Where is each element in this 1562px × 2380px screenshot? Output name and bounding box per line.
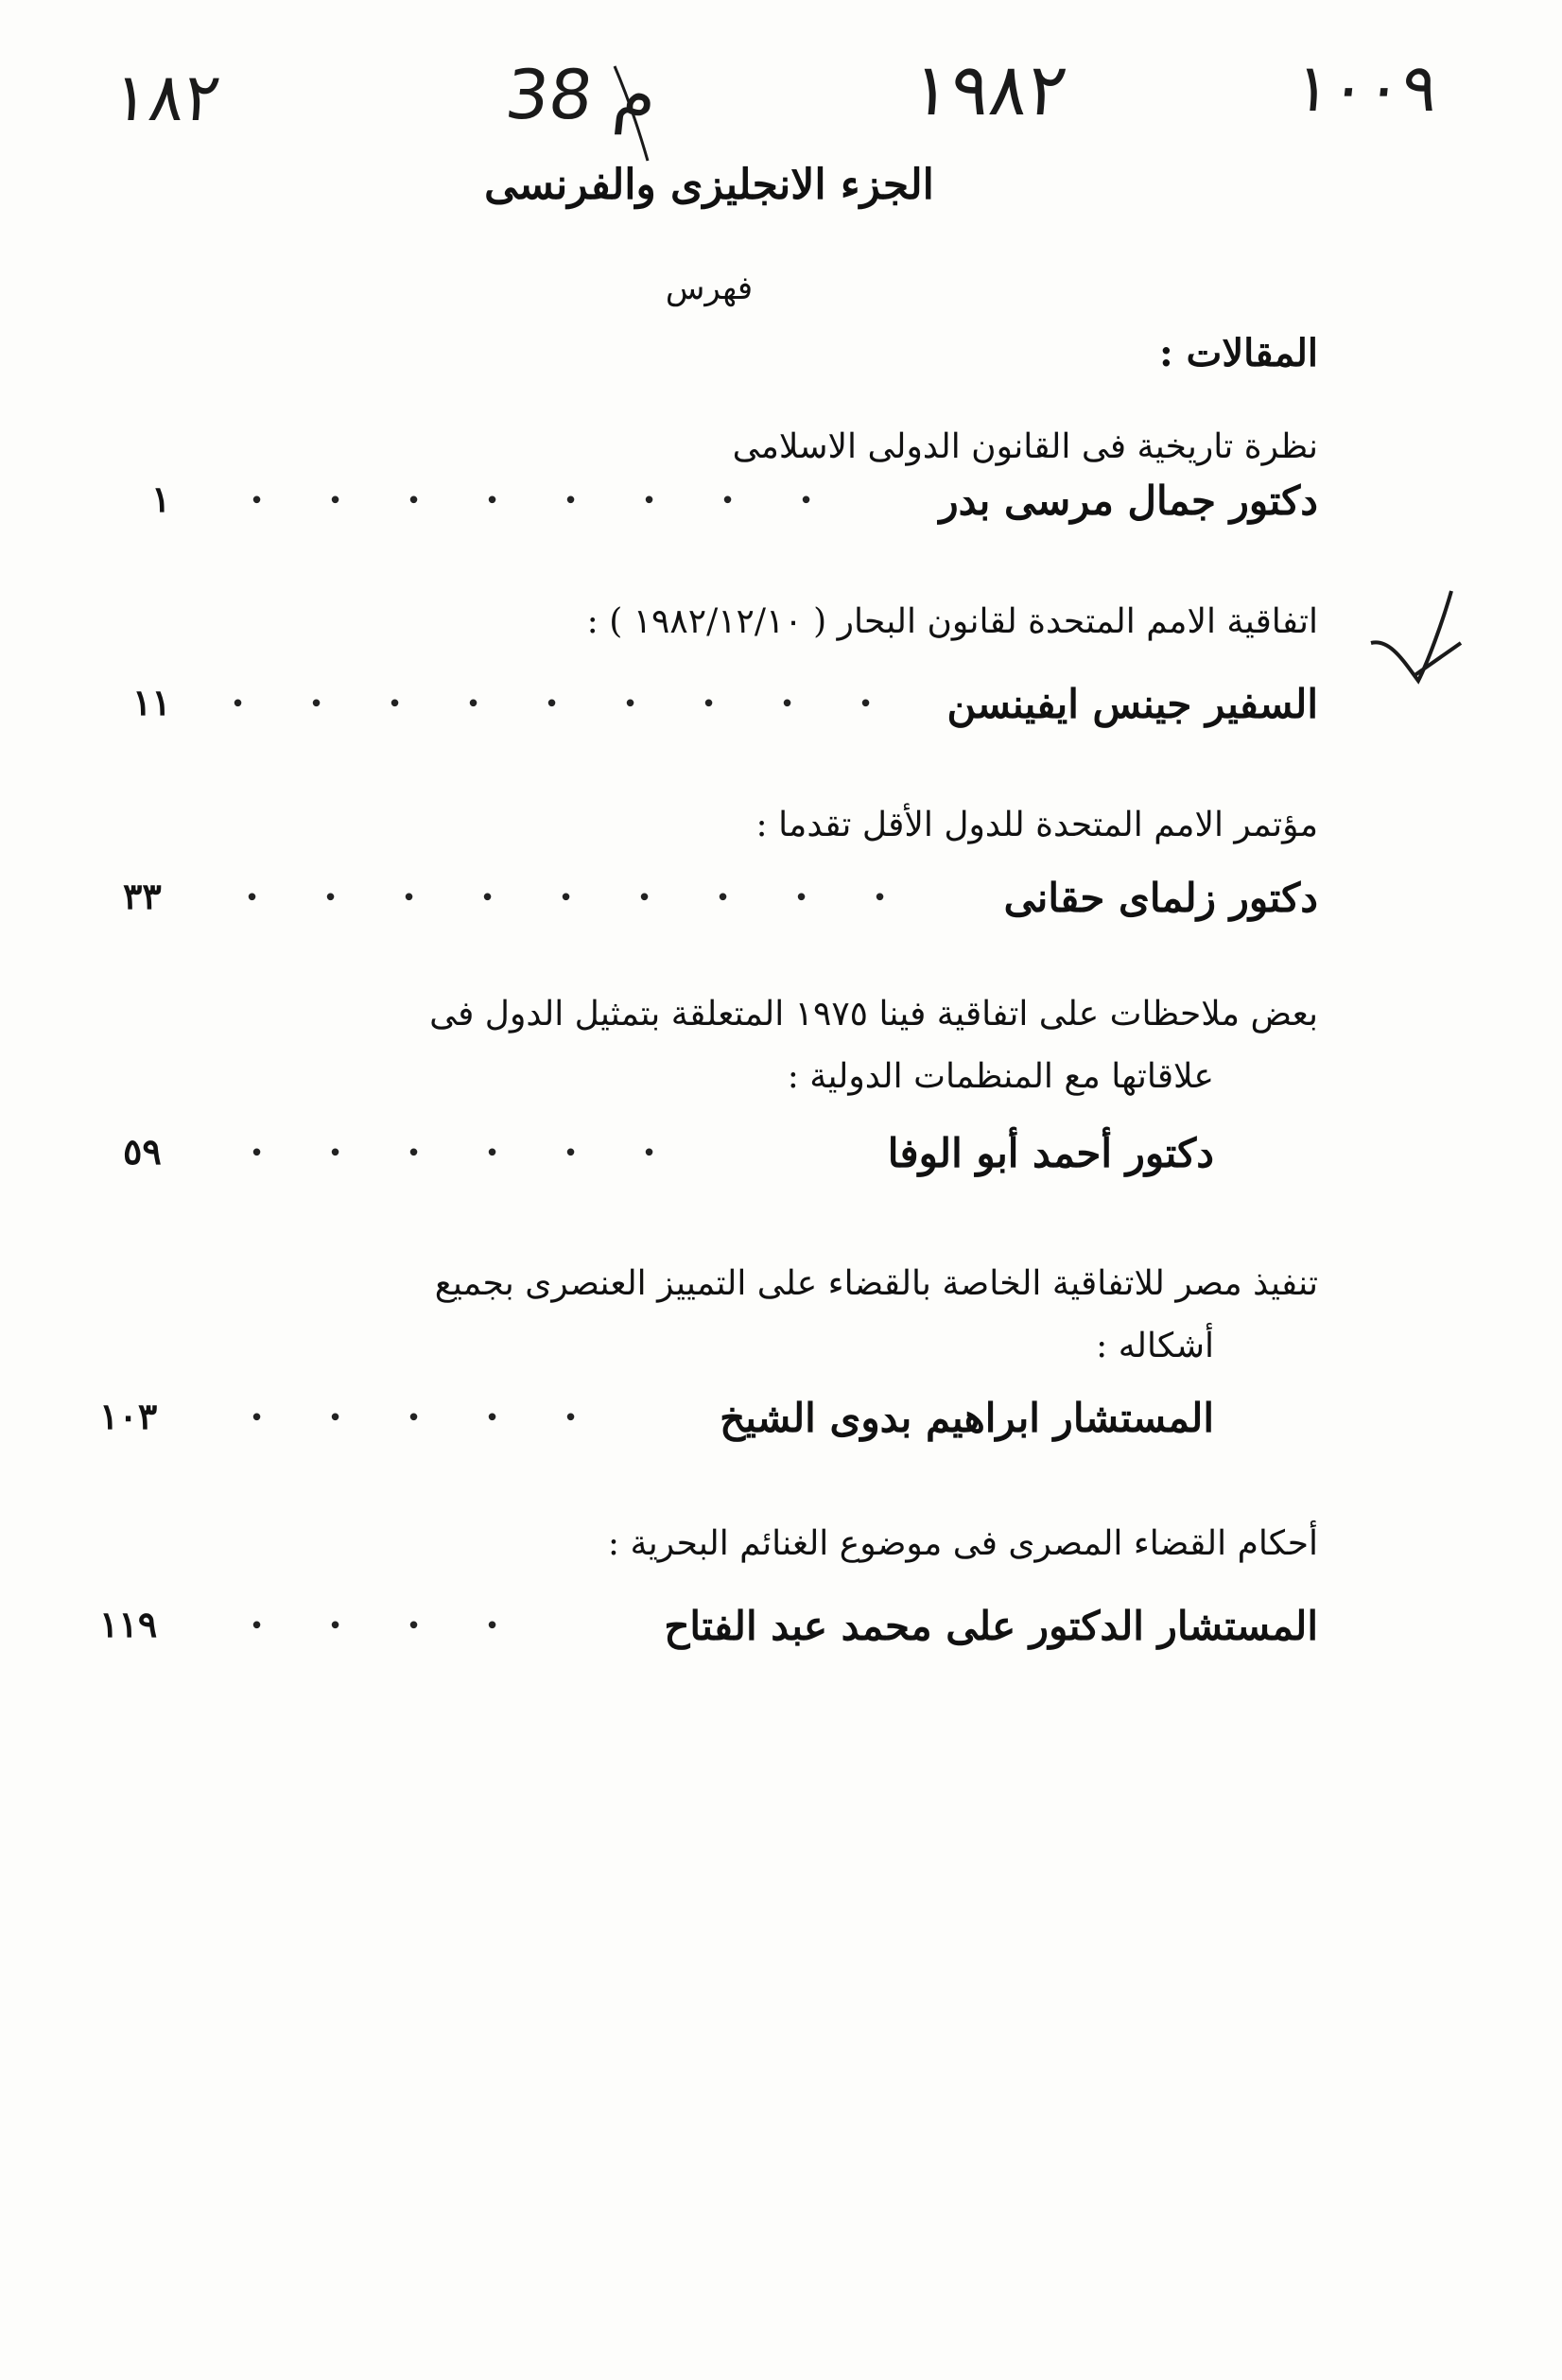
dot-leader: • • • • • • • • • (230, 690, 874, 719)
entry-title-line: تنفيذ مصر للاتفاقية الخاصة بالقضاء على التمييز العنصرى بجميع (434, 1264, 1318, 1303)
entry-title-line: بعض ملاحظات على اتفاقية فينا ١٩٧٥ المتعلقة بتمثيل الدول فى (429, 995, 1318, 1034)
entry-row (123, 681, 1318, 738)
dot-leader: • • • • • • • • (249, 487, 814, 515)
entry-title-line: علاقاتها مع المنظمات الدولية : (787, 1057, 1214, 1096)
entry-row (99, 1395, 1318, 1451)
section-heading: المقالات : (1158, 331, 1318, 375)
entry-author: السفير جينس ايفينسن (946, 681, 1318, 727)
dot-leader: • • • • (249, 1612, 500, 1641)
dot-leader: • • • • • (249, 1404, 579, 1433)
entry-title (231, 1513, 1318, 1575)
entry-title-line: نظرة تاريخية فى القانون الدولى الاسلامى (732, 427, 1318, 466)
entry-page-number: ١٠٣ (99, 1395, 158, 1437)
handwritten-stroke (605, 61, 662, 165)
entry-author: المستشار ابراهيم بدوى الشيخ (720, 1395, 1214, 1441)
entry-page-number: ١١٩ (99, 1603, 158, 1645)
entry-author: دكتور زلماى حقانى (1003, 875, 1318, 921)
entry-title (231, 416, 1318, 478)
entry-title (231, 983, 1318, 1108)
entry-page-number: ٥٩ (123, 1130, 162, 1173)
entry-author: دكتور جمال مرسى بدر (939, 478, 1318, 524)
entry-title-line: أحكام القضاء المصرى فى موضوع الغنائم البحرية : (607, 1524, 1318, 1563)
dot-leader: • • • • • • (249, 1139, 657, 1168)
entry-title-line: اتفاقية الامم المتحدة لقانون البحار ( ١٩٨٢/١٢/١٠ ) : (586, 602, 1318, 641)
page-subtitle: فهرس (665, 269, 754, 307)
dot-leader: • • • • • • • • • (244, 884, 888, 912)
entry-row (99, 1603, 1318, 1659)
page-title: الجزء الانجليزى والفرنسى (484, 161, 934, 209)
handwritten-check-mark (1362, 586, 1466, 690)
entry-row (123, 1130, 1318, 1187)
entry-title-line: أشكاله : (1096, 1327, 1214, 1365)
entry-title (231, 591, 1318, 653)
entry-row (123, 478, 1318, 534)
handwritten-note: ١٨٢ (109, 59, 225, 136)
entry-author: المستشار الدكتور على محمد عبد الفتاح (664, 1603, 1318, 1649)
entry-page-number: ٣٣ (123, 875, 162, 917)
entry-page-number: ١ (151, 478, 171, 520)
entry-page-number: ١١ (132, 681, 171, 723)
handwritten-note: ١٩٨٢ (908, 47, 1071, 131)
entry-title (231, 1253, 1318, 1378)
handwritten-note: 38 م (501, 55, 661, 134)
entry-row (123, 875, 1318, 931)
entry-title-line: مؤتمر الامم المتحدة للدول الأقل تقدما : (755, 806, 1318, 844)
entry-title (231, 794, 1318, 857)
entry-author: دكتور أحمد أبو الوفا (887, 1130, 1214, 1176)
handwritten-note: ١٠٠٩ (1291, 49, 1442, 127)
